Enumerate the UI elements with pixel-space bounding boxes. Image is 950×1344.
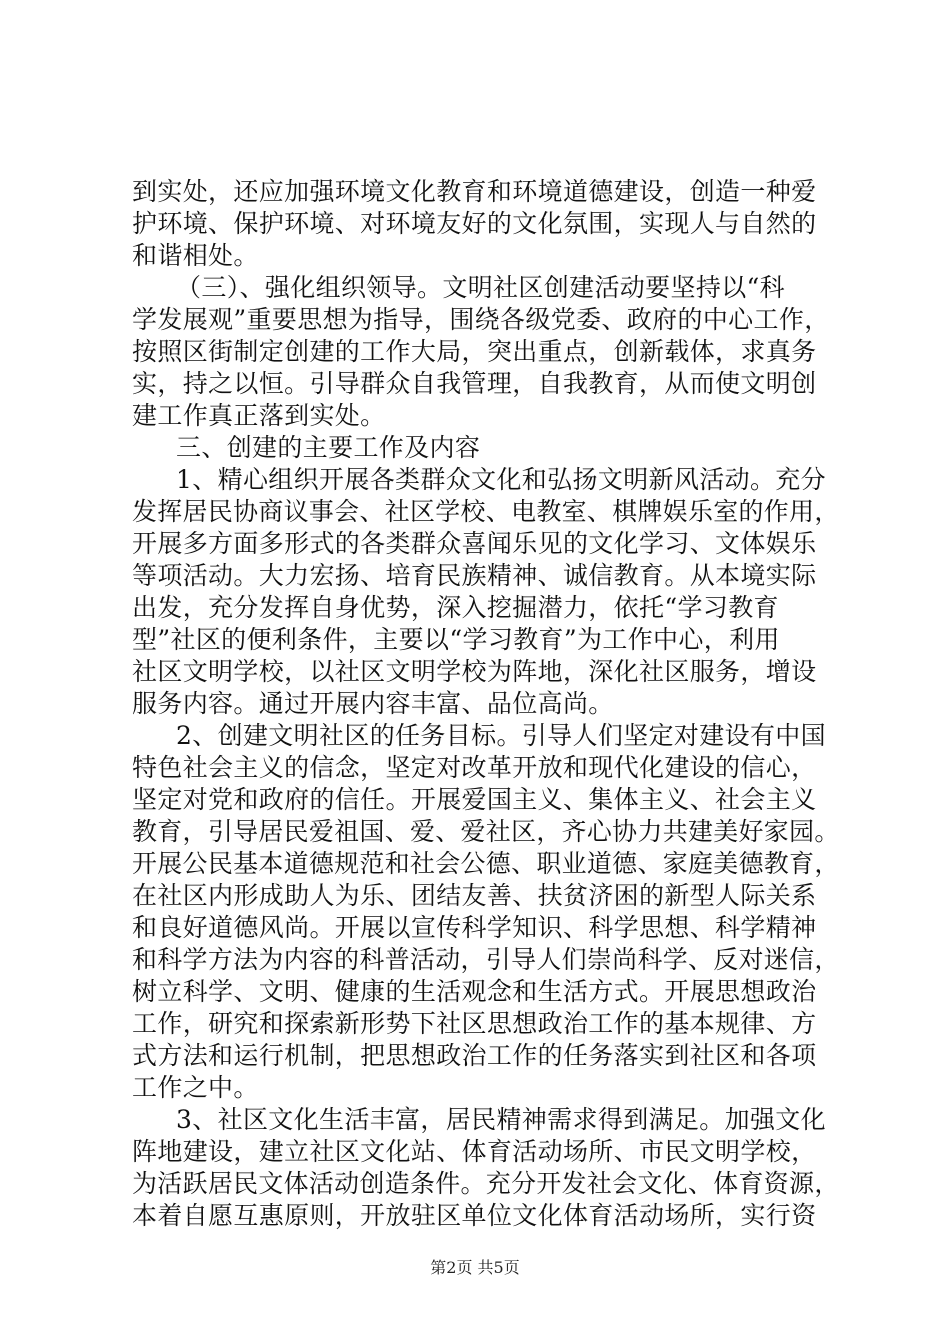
body-text-line: 式方法和运行机制，把思想政治工作的任务落实到社区和各项 — [132, 1041, 817, 1070]
body-text-line: 服务内容。通过开展内容丰富、品位高尚。 — [132, 689, 614, 718]
body-text-line: 发挥居民协商议事会、社区学校、电教室、棋牌娱乐室的作用， — [132, 497, 840, 526]
body-text-line: 工作，研究和探索新形势下社区思想政治工作的基本规律、方 — [132, 1009, 817, 1038]
body-text-line: 出发，充分发挥自身优势，深入挖掘潜力，依托“学习教育 — [132, 593, 779, 622]
body-text-line: 坚定对党和政府的信任。开展爱国主义、集体主义、社会主义 — [132, 785, 817, 814]
body-text-line: 到实处，还应加强环境文化教育和环境道德建设，创造一种爱 — [132, 177, 817, 206]
body-text-line: 型”社区的便利条件，主要以“学习教育”为工作中心，利用 — [132, 625, 780, 654]
body-text-line: 建工作真正落到实处。 — [132, 401, 386, 430]
body-text-line: 教育，引导居民爱祖国、爱、爱社区，齐心协力共建美好家园。 — [132, 817, 840, 846]
page-number-footer: 第2页 共5页 — [430, 1258, 520, 1277]
body-text-line: 护环境、保护环境、对环境友好的文化氛围，实现人与自然的 — [132, 209, 817, 238]
body-text-line: 在社区内形成助人为乐、团结友善、扶贫济困的新型人际关系 — [132, 881, 817, 910]
body-text-line: 实，持之以恒。引导群众自我管理，自我教育，从而使文明创 — [132, 369, 817, 398]
section-heading-line: （三）、强化组织领导。文明社区创建活动要坚持以“科 — [176, 273, 786, 302]
body-text-line: 等项活动。大力宏扬、培育民族精神、诚信教育。从本境实际 — [132, 561, 817, 590]
body-text-line: 按照区街制定创建的工作大局，突出重点，创新载体，求真务 — [132, 337, 817, 366]
item-heading-line: 1、精心组织开展各类群众文化和弘扬文明新风活动。充分 — [176, 465, 827, 494]
body-text-line: 和良好道德风尚。开展以宣传科学知识、科学思想、科学精神 — [132, 913, 817, 942]
body-text-line: 阵地建设，建立社区文化站、体育活动场所、市民文明学校， — [132, 1137, 817, 1166]
body-text-line: 学发展观”重要思想为指导，围绕各级党委、政府的中心工作， — [132, 305, 830, 334]
item-heading-line: 2、创建文明社区的任务目标。引导人们坚定对建设有中国 — [176, 721, 827, 750]
body-text-line: 开展多方面多形式的各类群众喜闻乐见的文化学习、文体娱乐 — [132, 529, 817, 558]
body-text-line: 社区文明学校，以社区文明学校为阵地，深化社区服务，增设 — [132, 657, 817, 686]
body-text-line: 和谐相处。 — [132, 241, 259, 270]
body-text-line: 和科学方法为内容的科普活动，引导人们崇尚科学、反对迷信， — [132, 945, 840, 974]
body-text-line: 为活跃居民文体活动创造条件。充分开发社会文化、体育资源， — [132, 1169, 840, 1198]
body-text-line: 工作之中。 — [132, 1073, 259, 1102]
section-heading-line: 三、创建的主要工作及内容 — [176, 433, 481, 462]
body-text-line: 本着自愿互惠原则，开放驻区单位文化体育活动场所，实行资 — [132, 1201, 817, 1230]
body-text-line: 特色社会主义的信念，坚定对改革开放和现代化建设的信心， — [132, 753, 817, 782]
body-text-line: 开展公民基本道德规范和社会公德、职业道德、家庭美德教育， — [132, 849, 840, 878]
item-heading-line: 3、社区文化生活丰富，居民精神需求得到满足。加强文化 — [176, 1105, 827, 1134]
body-text-line: 树立科学、文明、健康的生活观念和生活方式。开展思想政治 — [132, 977, 817, 1006]
